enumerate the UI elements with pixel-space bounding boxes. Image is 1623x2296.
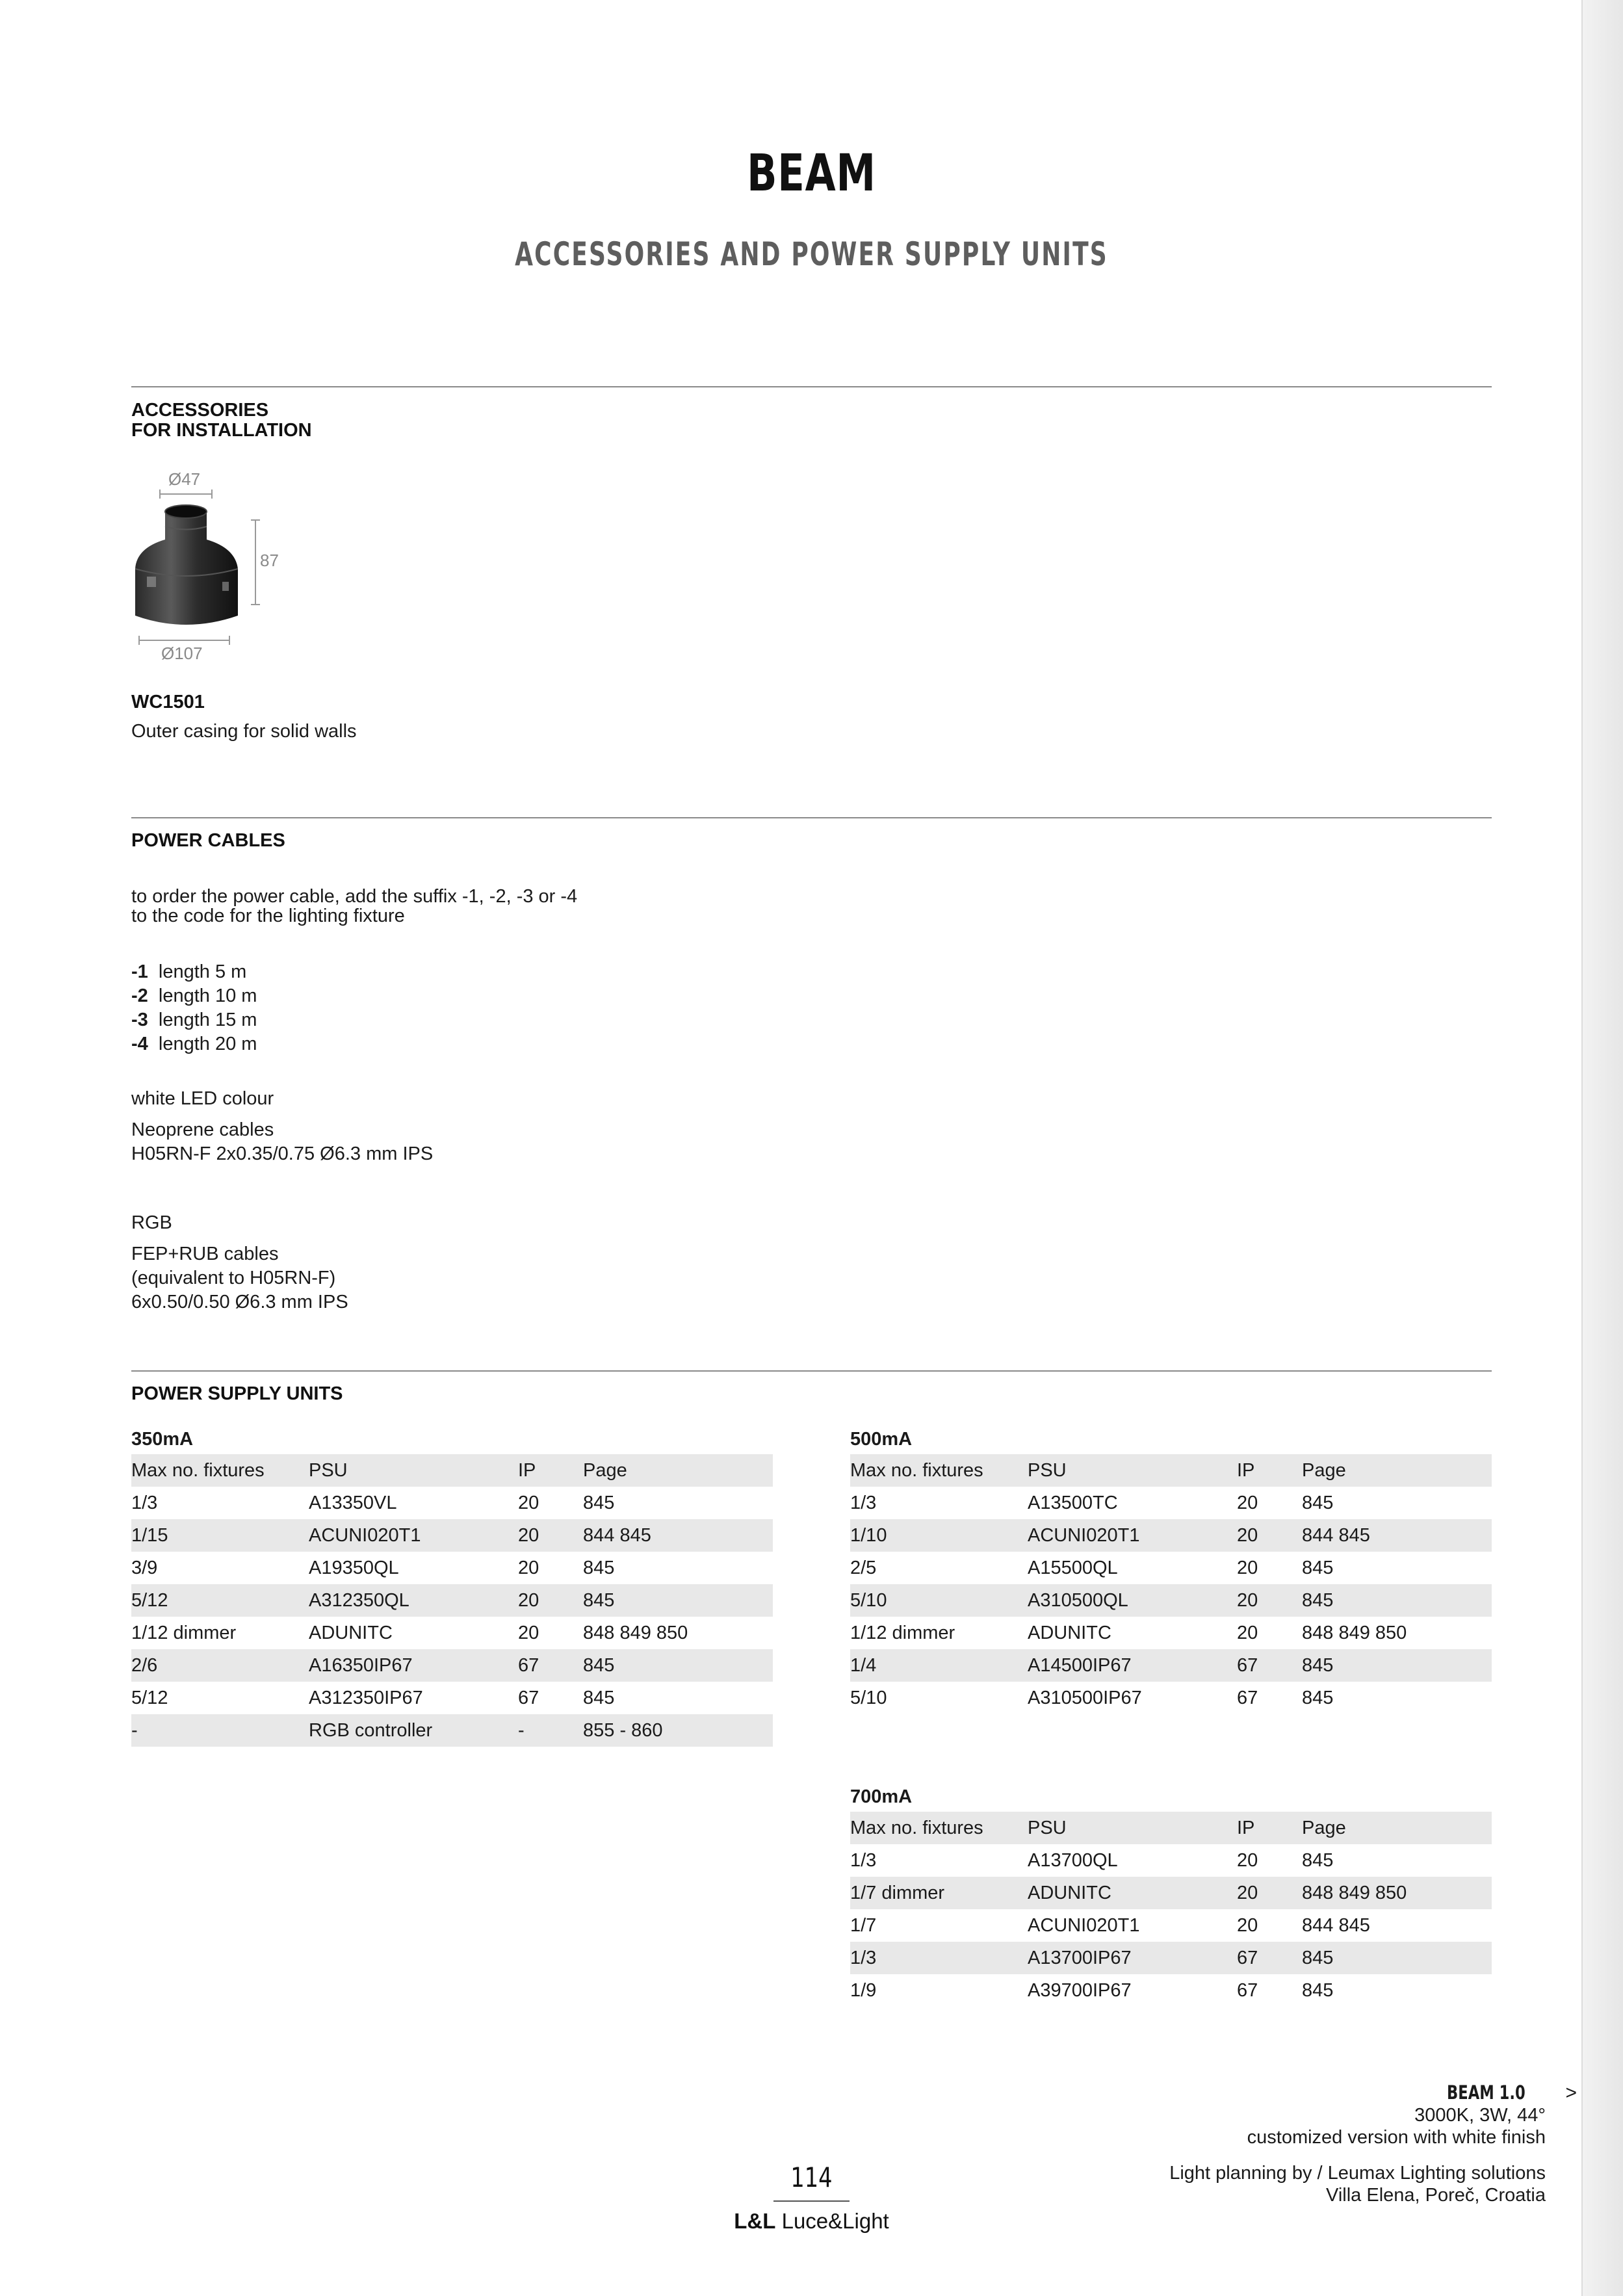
page-title: BEAM xyxy=(747,144,876,203)
table-header-row: Max no. fixtures PSU IP Page xyxy=(850,1454,1492,1487)
table-title-700: 700mA xyxy=(850,1786,913,1807)
table-row: 1/3 A13700QL 20 845 xyxy=(850,1849,1334,1871)
table-row: 1/12 dimmer ADUNITC 20 848 849 850 xyxy=(850,1622,1407,1643)
table-row: 1/12 dimmer ADUNITC 20 848 849 850 xyxy=(131,1622,688,1643)
white-led-cable-spec: Neoprene cables H05RN-F 2x0.35/0.75 Ø6.3 mm IPS xyxy=(131,1119,434,1164)
brand-logo: L&L xyxy=(734,2209,776,2233)
table-header-row: Max no. fixtures PSU IP Page xyxy=(131,1454,773,1487)
photo-credit: Light planning by / Leumax Lighting solutions Villa Elena, Poreč, Croatia xyxy=(1169,2163,1546,2206)
table-row: 5/12 A312350QL 20 845 xyxy=(131,1584,773,1617)
table-row: 1/3 A13500TC 20 845 xyxy=(850,1492,1334,1513)
power-cables-intro: to order the power cable, add the suffix -1, -2, -3 or -4 to the code for the lighting fixture xyxy=(131,886,578,926)
dimension-bottom: Ø107 xyxy=(161,644,203,663)
table-title-500: 500mA xyxy=(850,1429,913,1450)
dimension-height: 87 xyxy=(260,551,279,570)
dimension-top: Ø47 xyxy=(168,469,201,489)
psu-table-700 xyxy=(850,1812,1492,2007)
rgb-label: RGB xyxy=(131,1212,172,1233)
caption-title xyxy=(1247,2081,1577,2104)
product-code: WC1501 xyxy=(131,692,205,712)
caption-product-name: BEAM 1.0 xyxy=(1446,2081,1526,2104)
divider xyxy=(131,386,1492,387)
table-row: 1/10 ACUNI020T1 20 844 845 xyxy=(850,1519,1492,1552)
page-subtitle: ACCESSORIES AND POWER SUPPLY UNITS xyxy=(515,235,1108,273)
table-row: 1/3 A13350VL 20 845 xyxy=(131,1492,615,1513)
table-row: 5/10 A310500QL 20 845 xyxy=(850,1584,1492,1617)
divider xyxy=(131,817,1492,818)
table-row: 1/4 A14500IP67 67 845 xyxy=(850,1649,1492,1682)
power-cables-heading: POWER CABLES xyxy=(131,830,285,851)
psu-table-500 xyxy=(850,1454,1492,1714)
table-row: 2/6 A16350IP67 67 845 xyxy=(131,1649,773,1682)
table-row: 2/5 A15500QL 20 845 xyxy=(850,1557,1334,1578)
caption-spec: 3000K, 3W, 44° xyxy=(1414,2105,1546,2126)
list-item: -3 length 15 m xyxy=(131,1010,257,1030)
table-row: 1/3 A13700IP67 67 845 xyxy=(850,1942,1492,1974)
table-row: 5/12 A312350IP67 67 845 xyxy=(131,1687,615,1708)
brand-name: Luce&Light xyxy=(775,2209,889,2233)
cable-length-list xyxy=(131,960,257,1056)
caption-finish: customized version with white finish xyxy=(1247,2127,1546,2148)
table-row: 1/9 A39700IP67 67 845 xyxy=(850,1979,1334,2001)
table-row: - RGB controller - 855 - 860 xyxy=(131,1714,773,1747)
rgb-cable-spec: FEP+RUB cables (equivalent to H05RN-F) 6x0.50/0.50 Ø6.3 mm IPS xyxy=(131,1244,348,1312)
product-description: Outer casing for solid walls xyxy=(131,721,357,742)
list-item: -2 length 10 m xyxy=(131,985,257,1006)
psu-table-350 xyxy=(131,1454,773,1747)
accessories-heading: ACCESSORIES FOR INSTALLATION xyxy=(131,400,312,441)
divider xyxy=(131,1370,1492,1372)
table-row: 3/9 A19350QL 20 845 xyxy=(131,1557,615,1578)
white-led-label: white LED colour xyxy=(131,1088,274,1109)
page-number-underline xyxy=(773,2200,850,2202)
table-row: 1/7 dimmer ADUNITC 20 848 849 850 xyxy=(850,1877,1492,1909)
table-row: 1/7 ACUNI020T1 20 844 845 xyxy=(850,1914,1370,1936)
table-row: 1/15 ACUNI020T1 20 844 845 xyxy=(131,1519,773,1552)
brand-footer xyxy=(0,2209,1623,2234)
list-item: -4 length 20 m xyxy=(131,1034,257,1054)
page-edge xyxy=(1581,0,1623,2296)
list-item: -1 length 5 m xyxy=(131,961,247,982)
photo-caption xyxy=(1247,2081,1577,2148)
page-number: 114 xyxy=(790,2161,833,2193)
psu-heading: POWER SUPPLY UNITS xyxy=(131,1383,343,1404)
table-header-row: Max no. fixtures PSU IP Page xyxy=(850,1812,1492,1844)
table-title-350: 350mA xyxy=(131,1429,194,1450)
table-row: 5/10 A310500IP67 67 845 xyxy=(850,1687,1334,1708)
caption-arrow-icon: > xyxy=(1565,2082,1577,2104)
